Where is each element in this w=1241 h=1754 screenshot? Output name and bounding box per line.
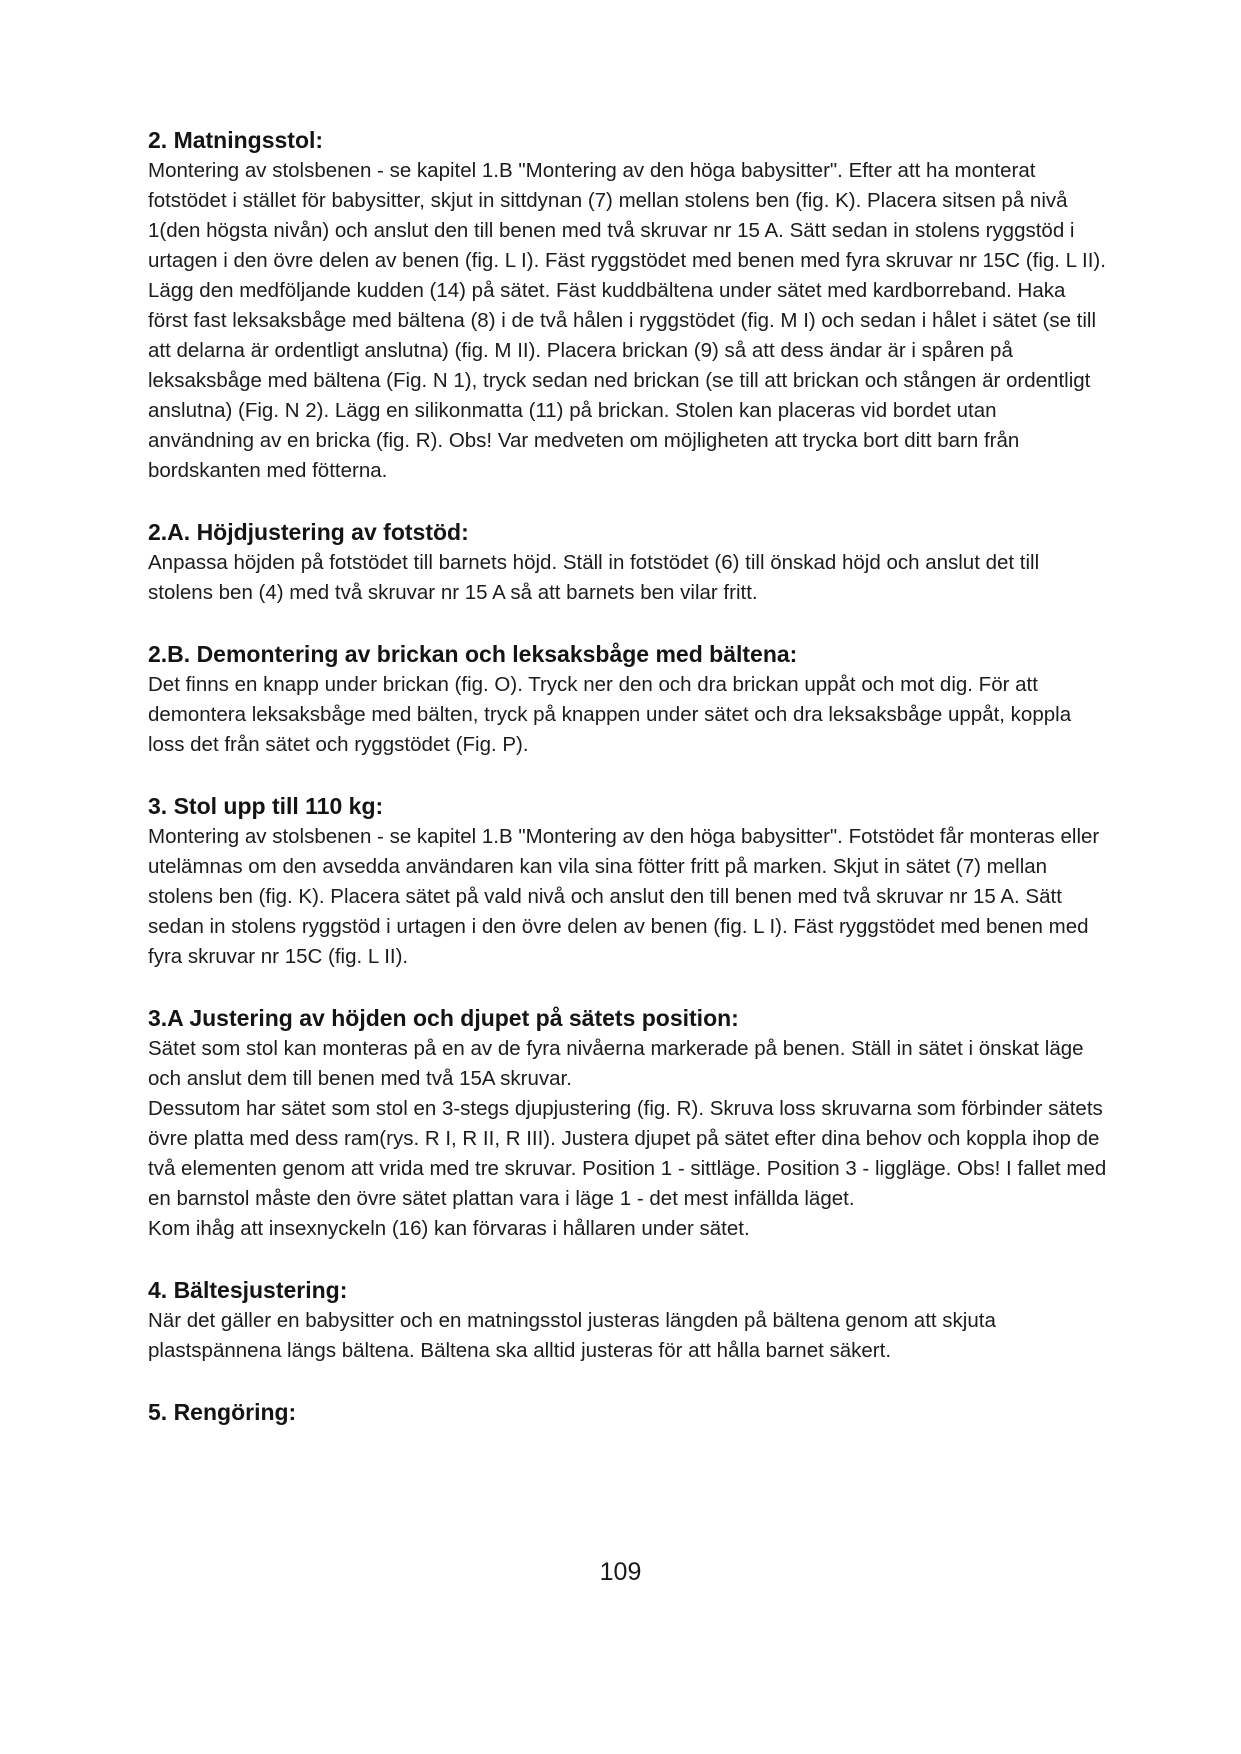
section-paragraph: Sätet som stol kan monteras på en av de fyra nivåerna markerade på benen. Ställ in sätet i önskat läge och anslut dem till benen med två 15A skruvar. bbox=[148, 1037, 1084, 1090]
page-number: 109 bbox=[599, 1558, 642, 1586]
section-heading: 3. Stol upp till 110 kg: bbox=[148, 793, 384, 819]
section-heading: 5. Rengöring: bbox=[148, 1399, 297, 1425]
section-paragraph: Anpassa höjden på fotstödet till barnets höjd. Ställ in fotstödet (6) till önskad höjd och anslut det till stolens ben (4) med två skruvar nr 15 A så att barnets ben vilar fritt. bbox=[148, 551, 1040, 604]
section-heading: 3.A Justering av höjden och djupet på sätets position: bbox=[148, 1005, 739, 1031]
section-paragraph: Montering av stolsbenen - se kapitel 1.B "Montering av den höga babysitter". Fotstödet får monteras eller utelämnas om den avsedda användaren kan vila sina fötter fritt på marken. Skjut in sätet (7) mellan stolens ben (fig. K). Placera sätet på vald nivå och anslut den till benen med två skruvar nr 15 A. Sätt sedan in stolens ryggstöd i urtagen i den övre delen av benen (fig. L I). Fäst ryggstödet med benen med fyra skruvar nr 15C (fig. L II). bbox=[148, 825, 1100, 968]
section-rengoring bbox=[148, 1397, 1108, 1427]
section-paragraph: Dessutom har sätet som stol en 3-stegs djupjustering (fig. R). Skruva loss skruvarna som förbinder sätets övre platta med dess ram(rys. R I, R II, R III). Justera djupet på sätet efter dina behov och koppla ihop de två elementen genom att vrida med tre skruvar. Position 1 - sittläge. Position 3 - liggläge. Obs! I fallet med en barnstol måste den övre sätet plattan vara i läge 1 - det mest infällda läget. bbox=[148, 1097, 1107, 1210]
section-baltesjustering bbox=[148, 1275, 1108, 1366]
section-heading: 2.A. Höjdjustering av fotstöd: bbox=[148, 519, 469, 545]
section-hojdjustering-fotstod bbox=[148, 517, 1108, 608]
section-paragraph: När det gäller en babysitter och en matningsstol justeras längden på bältena genom att skjuta plastspännena längs bältena. Bältena ska alltid justeras för att hålla barnet säkert. bbox=[148, 1309, 996, 1362]
document-page bbox=[148, 125, 1108, 1428]
section-heading: 2.B. Demontering av brickan och leksaksbåge med bältena: bbox=[148, 641, 798, 667]
section-heading: 2. Matningsstol: bbox=[148, 127, 324, 153]
section-demontering-brickan bbox=[148, 639, 1108, 760]
section-paragraph: Kom ihåg att insexnyckeln (16) kan förvaras i hållaren under sätet. bbox=[148, 1217, 750, 1240]
section-justering-satets-position bbox=[148, 1003, 1108, 1244]
section-heading: 4. Bältesjustering: bbox=[148, 1277, 348, 1303]
section-stol-110kg bbox=[148, 791, 1108, 972]
section-matningsstol bbox=[148, 125, 1108, 486]
section-paragraph: Det finns en knapp under brickan (fig. O). Tryck ner den och dra brickan uppåt och mot dig. För att demontera leksaksbåge med bälten, tryck på knappen under sätet och dra leksaksbåge uppåt, koppla loss det från sätet och ryggstödet (Fig. P). bbox=[148, 673, 1072, 756]
section-paragraph: Montering av stolsbenen - se kapitel 1.B "Montering av den höga babysitter". Efter att ha monterat fotstödet i stället för babysitter, skjut in sittdynan (7) mellan stolens ben (fig. K). Placera sitsen på nivå 1(den högsta nivån) och anslut den till benen med två skruvar nr 15 A. Sätt sedan in stolens ryggstöd i urtagen i den övre delen av benen (fig. L I). Fäst ryggstödet med benen med fyra skruvar nr 15C (fig. L II). Lägg den medföljande kudden (14) på sätet. Fäst kuddbältena under sätet med kardborreband. Haka först fast leksaksbåge med bältena (8) i de två hålen i ryggstödet (fig. M I) och sedan i hålet i sätet (se till att delarna är ordentligt anslutna) (fig. M II). Placera brickan (9) så att dess ändar är i spåren på leksaksbåge med bältena (Fig. N 1), tryck sedan ned brickan (se till att brickan och stången är ordentligt anslutna) (Fig. N 2). Lägg en silikonmatta (11) på brickan. Stolen kan placeras vid bordet utan användning av en bricka (fig. R). Obs! Var medveten om möjligheten att trycka bort ditt barn från bordskanten med fötterna. bbox=[148, 159, 1106, 482]
